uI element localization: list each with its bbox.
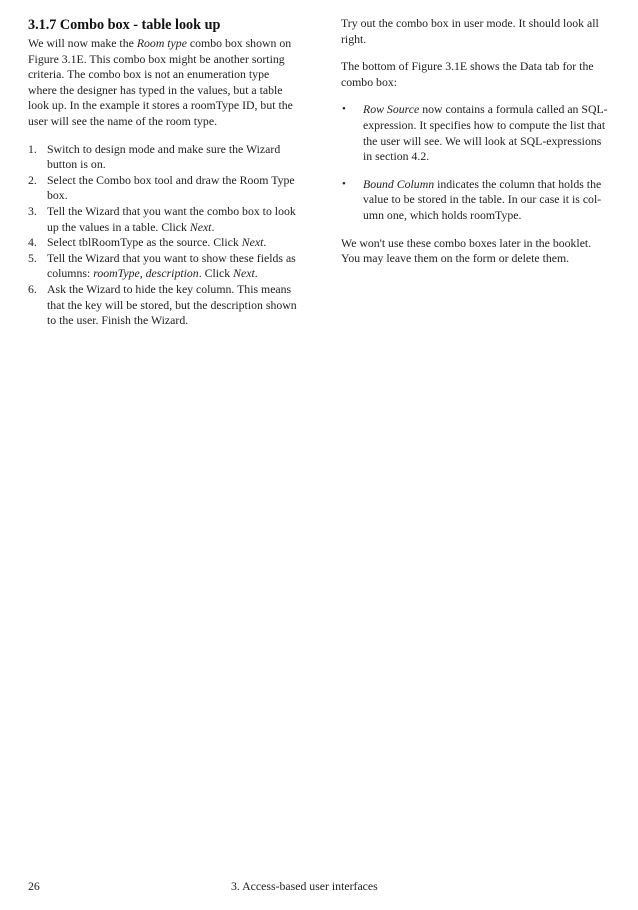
paragraph: We won't use these combo boxes later in the booklet. You may leave them on the form or delete them.: [341, 235, 592, 266]
intro-text-rest: combo box shown on Figure 3.1E. This combo box might be another sorting criteria. The combo box is not an enumeration type where the designer has typed in the values, but a table look up. In the example it stores a roomType ID, but the user will see the name of the room type.: [28, 36, 293, 128]
step-number: 3.: [28, 203, 37, 218]
step-emphasis: Next: [233, 266, 255, 281]
step-emphasis: Next: [189, 219, 212, 234]
left-column: [28, 16, 300, 329]
bullet-icon: •: [342, 177, 346, 190]
intro-emphasis: Room type: [136, 36, 187, 50]
step-text: Tell the Wizard that you want the combo box to look up the values in a table. Click: [47, 203, 296, 234]
step-emphasis: Next: [241, 235, 264, 250]
bullet-list: [341, 102, 609, 223]
step-number: 6.: [28, 281, 37, 296]
bullet-text: indicates the column that holds the value to be stored in the table. In our case it is col-umn one, which holds roomType.: [363, 176, 602, 222]
step-text-end: .: [254, 266, 258, 281]
bullet-text: now contains a formula called an SQL-expression. It specifies how to compute the list that the user will see. We will look at SQL-expressions in section 4.2.: [363, 102, 608, 164]
step-item: [28, 204, 300, 235]
step-number: 5.: [28, 250, 37, 265]
page-number: 26: [28, 879, 40, 893]
step-item: [28, 235, 300, 251]
bullet-term: Bound Column: [363, 176, 435, 191]
intro-text: We will now make the: [28, 36, 137, 50]
step-item: [28, 251, 300, 282]
step-emphasis: roomType, description: [93, 266, 199, 281]
step-text: Switch to design mode and make sure the Wizard button is on.: [47, 141, 281, 172]
step-item: [28, 142, 300, 173]
steps-list: [28, 142, 300, 329]
step-number: 4.: [28, 235, 37, 250]
step-text-mid: . Click: [198, 266, 234, 281]
step-text: Select the Combo box tool and draw the Room Type box.: [47, 172, 295, 203]
bullet-icon: •: [342, 103, 346, 116]
step-item: [28, 282, 300, 329]
paragraph: Try out the combo box in user mode. It should look all right.: [341, 16, 599, 46]
step-text: Select tblRoomType as the source. Click: [47, 235, 242, 250]
step-text: Ask the Wizard to hide the key column. This means that the key will be stored, but the description shown to the user. Finish the Wizard.: [47, 281, 297, 328]
step-text-end: .: [263, 235, 267, 250]
section-heading: 3.1.7 Combo box - table look up: [28, 17, 221, 33]
step-item: [28, 173, 300, 204]
step-number: 1.: [28, 141, 37, 156]
step-number: 2.: [28, 172, 37, 187]
step-text: Tell the Wizard that you want to show these fields as columns:: [47, 250, 296, 281]
bullet-term: Row Source: [363, 102, 420, 117]
chapter-title: 3. Access-based user interfaces: [231, 879, 378, 893]
bullet-item: [341, 102, 609, 164]
intro-paragraph: [28, 36, 300, 130]
bullet-item: [341, 177, 609, 224]
step-text-end: .: [211, 219, 215, 234]
paragraph: The bottom of Figure 3.1E shows the Data tab for the combo box:: [341, 59, 594, 89]
right-column: [341, 16, 609, 279]
